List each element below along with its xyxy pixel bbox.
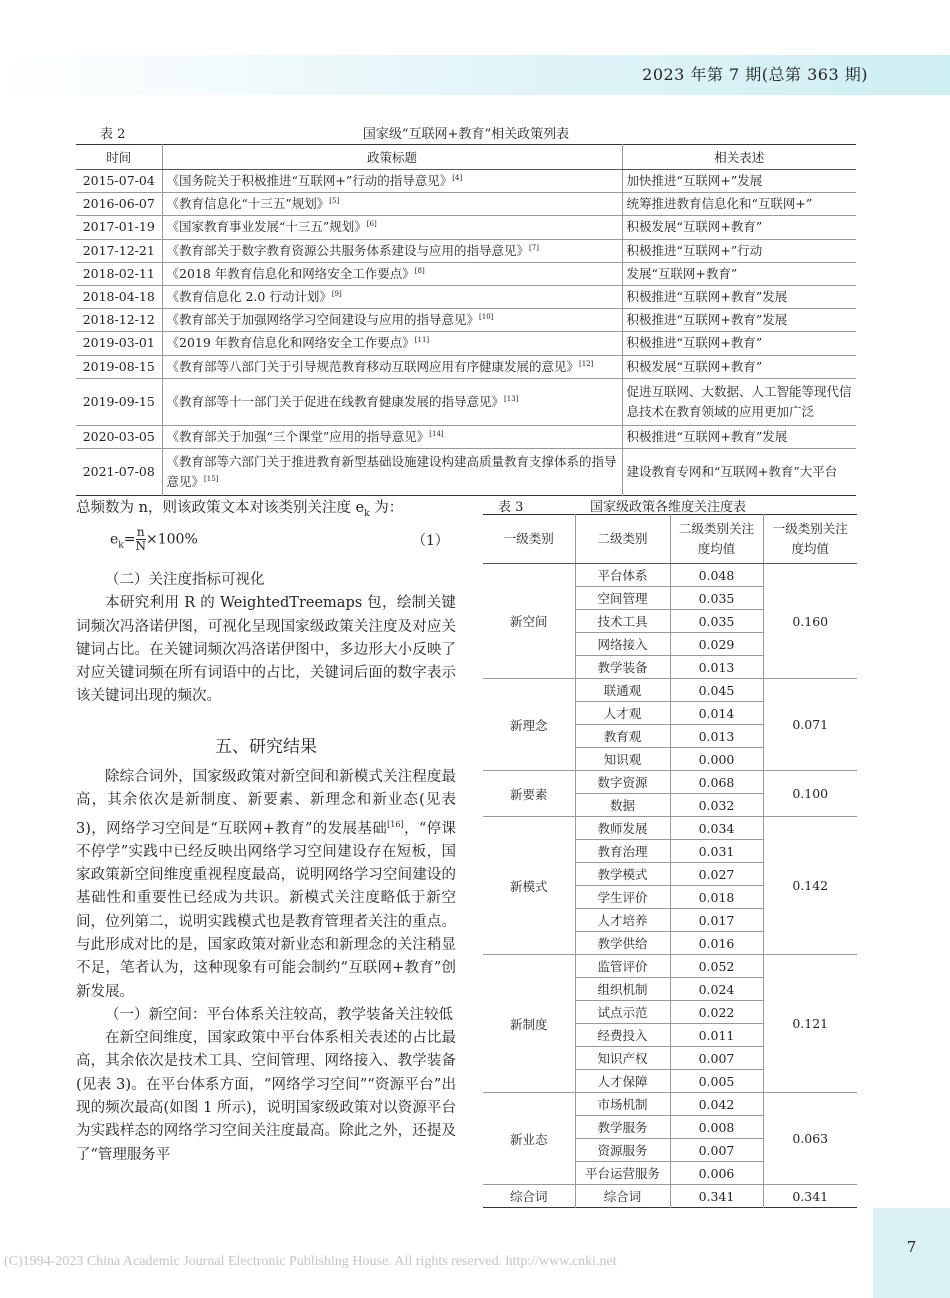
table2-policy-ref: [4] xyxy=(452,173,463,182)
table2-policy-title: 《国务院关于积极推进“互联网+”行动的指导意见》 xyxy=(166,173,453,189)
table2-policy xyxy=(162,448,622,495)
table2-desc: 积极发展“互联网+教育” xyxy=(622,355,856,378)
table3-level2: 知识产权 xyxy=(575,1047,670,1070)
table3-row xyxy=(483,1185,857,1208)
table3-level1: 新理念 xyxy=(483,679,575,771)
table2-date: 2017-01-19 xyxy=(76,216,162,239)
table3-level1-mean: 0.142 xyxy=(763,817,857,955)
table2-policy-title: 《教育信息化 2.0 行动计划》 xyxy=(166,289,332,305)
table3-level2-mean: 0.042 xyxy=(670,1093,763,1116)
table3 xyxy=(483,514,857,1208)
page-number-box xyxy=(873,1208,950,1298)
table2-desc: 促进互联网、大数据、人工智能等现代信息技术在教育领域的应用更加广泛 xyxy=(622,378,856,425)
table2-policy-title: 《国家教育事业发展“十三五”规划》 xyxy=(166,219,367,235)
table2-desc: 加快推进“互联网+”发展 xyxy=(622,170,856,193)
copyright-watermark: (C)1994-2023 China Academic Journal Electronic Publishing House. All rights reserved. http://www.cnki.net xyxy=(4,1254,617,1269)
table3-level2: 教学装备 xyxy=(575,656,670,679)
table2-policy-ref: [6] xyxy=(366,220,377,229)
table3-level1: 新空间 xyxy=(483,564,575,679)
table3-level2: 教学供给 xyxy=(575,932,670,955)
table3-level2-mean: 0.035 xyxy=(670,610,763,633)
table2-policy xyxy=(162,378,622,425)
table3-level2: 人才观 xyxy=(575,702,670,725)
table2-policy-ref: [13] xyxy=(504,394,519,403)
table3-level2: 教育治理 xyxy=(575,840,670,863)
table2-policy-ref: [14] xyxy=(429,429,444,438)
intro-paragraph xyxy=(76,497,456,526)
results-paragraph xyxy=(76,766,456,1004)
table3-level2: 资源服务 xyxy=(575,1139,670,1162)
table3-level2-mean: 0.341 xyxy=(670,1185,763,1208)
table2-desc: 统筹推进教育信息化和“互联网+” xyxy=(622,193,856,216)
table2-row xyxy=(76,378,856,425)
table2-date: 2019-09-15 xyxy=(76,378,162,425)
table2 xyxy=(76,144,856,496)
results-ref: [16] xyxy=(387,819,404,829)
table3-level1-mean: 0.121 xyxy=(763,955,857,1093)
table2-row xyxy=(76,285,856,308)
table2-policy-ref: [15] xyxy=(204,474,219,483)
table2-policy-title: 《教育部等十一部门关于促进在线教育健康发展的指导意见》 xyxy=(166,393,505,409)
table3-level2: 试点示范 xyxy=(575,1001,670,1024)
table3-level2: 教育观 xyxy=(575,725,670,748)
table3-level2-mean: 0.035 xyxy=(670,587,763,610)
table2-policy-ref: [5] xyxy=(329,197,340,206)
table3-level2-mean: 0.007 xyxy=(670,1047,763,1070)
table3-level2: 教学服务 xyxy=(575,1116,670,1139)
issue-label: 2023 年第 7 期(总第 363 期) xyxy=(642,65,868,84)
table3-level2: 知识观 xyxy=(575,748,670,771)
table3-level2-mean: 0.048 xyxy=(670,564,763,587)
table3-row xyxy=(483,817,857,840)
table3-level2: 教学模式 xyxy=(575,863,670,886)
table3-row xyxy=(483,564,857,587)
results-text-2: ，“停课不停学”实践中已经反映出网络学习空间建设存在短板，国家政策新空间维度重视程度最高，说明网络学习空间建设的基础性和重要性已经成为共识。新模式关注度略低于新空间，位列第二，说明实践模式也是教育管理者关注的重点。与此形成对比的是，国家政策对新业态和新理念的关注稍显不足，笔者认为，这种现象有可能会制约“互联网+教育”创新发展。 xyxy=(76,820,456,1000)
table3-level2: 监管评价 xyxy=(575,955,670,978)
table3-header-l1: 一级类别 xyxy=(483,515,575,564)
table3-level2-mean: 0.016 xyxy=(670,932,763,955)
table3-level1-mean: 0.160 xyxy=(763,564,857,679)
viz-heading: （二）关注度指标可视化 xyxy=(105,572,265,588)
table3-level2-mean: 0.052 xyxy=(670,955,763,978)
table2-policy xyxy=(162,309,622,332)
table2-policy-title: 《2019 年教育信息化和网络安全工作要点》 xyxy=(166,335,415,351)
table3-level1: 新制度 xyxy=(483,955,575,1093)
table3-level2: 平台运营服务 xyxy=(575,1162,670,1185)
table3-level2: 联通观 xyxy=(575,679,670,702)
table2-policy-ref: [12] xyxy=(579,359,594,368)
table3-level2-mean: 0.000 xyxy=(670,748,763,771)
space-paragraph: 在新空间维度，国家政策中平台体系相关表述的占比最高，其余依次是技术工具、空间管理、网络接入、教学装备(见表 3)。在平台体系方面，“网络学习空间”“资源平台”出现的频次最高(如图 1 所示)，说明国家级政策对以资源平台为实践样态的网络学习空间关注度最高。除此之外，还提及了“管理服务平 xyxy=(76,1030,456,1163)
table2-date: 2017-12-21 xyxy=(76,239,162,262)
table3-level1-mean: 0.100 xyxy=(763,771,857,817)
table2-row xyxy=(76,448,856,495)
table3-level2-mean: 0.013 xyxy=(670,725,763,748)
table2-label: 表 2 xyxy=(100,127,126,142)
table3-level2-mean: 0.017 xyxy=(670,909,763,932)
table2-policy xyxy=(162,285,622,308)
table2-policy-title: 《教育部关于数字教育资源公共服务体系建设与应用的指导意见》 xyxy=(166,242,530,258)
page-number: 7 xyxy=(906,1238,917,1256)
table2-policy xyxy=(162,170,622,193)
table2-date: 2019-03-01 xyxy=(76,332,162,355)
table3-header-l2: 二级类别 xyxy=(575,515,670,564)
table2-date: 2020-03-05 xyxy=(76,425,162,448)
table3-level2-mean: 0.029 xyxy=(670,633,763,656)
table2-policy-ref: [7] xyxy=(529,243,539,252)
table2-caption xyxy=(76,121,856,143)
intro-end: 为： xyxy=(369,500,404,516)
table2-date: 2018-12-12 xyxy=(76,309,162,332)
table3-row xyxy=(483,771,857,794)
table2-date: 2019-08-15 xyxy=(76,355,162,378)
table3-level2: 数字资源 xyxy=(575,771,670,794)
formula-rest: ×100% xyxy=(146,531,198,548)
table2-policy xyxy=(162,262,622,285)
table2-policy-title: 《教育部关于加强网络学习空间建设与应用的指导意见》 xyxy=(166,312,480,328)
table3-level2: 学生评价 xyxy=(575,886,670,909)
table3-level2-mean: 0.014 xyxy=(670,702,763,725)
table3-level1-mean: 0.341 xyxy=(763,1185,857,1208)
formula-lhs: e xyxy=(110,531,119,548)
table2-policy-ref: [9] xyxy=(331,289,342,298)
intro-text: 总频数为 n，则该政策文本对该类别关注度 e xyxy=(76,500,365,516)
intro-sub: k xyxy=(364,508,370,519)
table2-row xyxy=(76,332,856,355)
table3-level1: 新模式 xyxy=(483,817,575,955)
table3-row xyxy=(483,679,857,702)
table3-level2-mean: 0.011 xyxy=(670,1024,763,1047)
table2-header-desc: 相关表述 xyxy=(622,145,856,170)
table2-policy xyxy=(162,216,622,239)
table3-level2-mean: 0.031 xyxy=(670,840,763,863)
formula-1 xyxy=(110,526,198,553)
table3-level2-mean: 0.034 xyxy=(670,817,763,840)
table2-policy-title: 《教育部等八部门关于引导规范教育移动互联网应用有序健康发展的意见》 xyxy=(166,358,580,374)
table2-desc: 积极推进“互联网+”行动 xyxy=(622,239,856,262)
table3-level2: 人才培养 xyxy=(575,909,670,932)
formula-numerator: n xyxy=(136,525,145,539)
table3-level2-mean: 0.024 xyxy=(670,978,763,1001)
formula-number: （1） xyxy=(412,533,449,549)
table2-policy-title: 《教育部关于加强“三个课堂”应用的指导意见》 xyxy=(166,428,430,444)
table3-level2-mean: 0.005 xyxy=(670,1070,763,1093)
table2-desc: 积极推进“互联网+教育”发展 xyxy=(622,309,856,332)
table2-desc: 积极推进“互联网+教育”发展 xyxy=(622,285,856,308)
formula-lhs-sub: k xyxy=(118,540,124,551)
table3-level2: 组织机制 xyxy=(575,978,670,1001)
section-heading: 五、研究结果 xyxy=(215,737,317,757)
table3-level2-mean: 0.006 xyxy=(670,1162,763,1185)
table3-level2-mean: 0.007 xyxy=(670,1139,763,1162)
table2-row xyxy=(76,355,856,378)
table2-date: 2015-07-04 xyxy=(76,170,162,193)
table2-desc: 积极发展“互联网+教育” xyxy=(622,216,856,239)
table3-level2: 经费投入 xyxy=(575,1024,670,1047)
viz-section xyxy=(76,569,456,709)
table2-policy xyxy=(162,425,622,448)
table3-level2-mean: 0.008 xyxy=(670,1116,763,1139)
table2-row xyxy=(76,309,856,332)
table2-policy xyxy=(162,355,622,378)
table3-header-l1mean: 一级类别关注度均值 xyxy=(763,515,857,564)
table2-title: 国家级“互联网+教育”相关政策列表 xyxy=(362,127,570,142)
table3-level2-mean: 0.032 xyxy=(670,794,763,817)
table3-level2-mean: 0.045 xyxy=(670,679,763,702)
table2-policy-title: 《2018 年教育信息化和网络安全工作要点》 xyxy=(166,265,415,281)
table3-level1: 新要素 xyxy=(483,771,575,817)
table2-row xyxy=(76,170,856,193)
table2-row xyxy=(76,216,856,239)
table3-row xyxy=(483,955,857,978)
table2-policy-ref: [10] xyxy=(479,313,494,322)
table2-policy xyxy=(162,332,622,355)
table2-policy-title: 《教育部等六部门关于推进教育新型基础设施建设构建高质量教育支撑体系的指导意见》 xyxy=(166,453,617,489)
table2-policy xyxy=(162,193,622,216)
table3-level1-mean: 0.071 xyxy=(763,679,857,771)
table3-level2-mean: 0.022 xyxy=(670,1001,763,1024)
table2-policy-title: 《教育信息化“十三五”规划》 xyxy=(166,196,330,212)
table2-row xyxy=(76,193,856,216)
table3-level2: 教师发展 xyxy=(575,817,670,840)
table2-header-title: 政策标题 xyxy=(162,145,622,170)
table2-policy xyxy=(162,239,622,262)
table3-level2: 网络接入 xyxy=(575,633,670,656)
table2-desc: 建设教育专网和“互联网+教育”大平台 xyxy=(622,448,856,495)
table2-date: 2018-02-11 xyxy=(76,262,162,285)
table3-level2-mean: 0.018 xyxy=(670,886,763,909)
results-section xyxy=(76,766,456,1167)
formula-denominator: N xyxy=(135,539,146,553)
table2-policy-ref: [8] xyxy=(414,266,425,275)
table2-policy-ref: [11] xyxy=(414,336,430,345)
space-heading: （一）新空间：平台体系关注较高，教学装备关注较低 xyxy=(105,1006,453,1023)
table2-row xyxy=(76,239,856,262)
table3-level2: 综合词 xyxy=(575,1185,670,1208)
table3-level2-mean: 0.013 xyxy=(670,656,763,679)
table3-title: 国家级政策各维度关注度表 xyxy=(590,500,747,515)
table3-level1: 新业态 xyxy=(483,1093,575,1185)
table3-level2: 空间管理 xyxy=(575,587,670,610)
table2-row xyxy=(76,262,856,285)
table3-level1: 综合词 xyxy=(483,1185,575,1208)
table2-desc: 积极推进“互联网+教育” xyxy=(622,332,856,355)
table2-date: 2021-07-08 xyxy=(76,448,162,495)
table2-desc: 积极推进“互联网+教育”发展 xyxy=(622,425,856,448)
table3-level2: 技术工具 xyxy=(575,610,670,633)
table2-date: 2016-06-07 xyxy=(76,193,162,216)
table3-label: 表 3 xyxy=(498,500,524,515)
table3-level2-mean: 0.068 xyxy=(670,771,763,794)
viz-paragraph: 本研究利用 R 的 WeightedTreemaps 包，绘制关键词频次冯洛诺伊图，可视化呈现国家级政策关注度及对应关键词占比。在关键词频次冯洛诺伊图中，多边形大小反映了对应关键词频在所有词语中的占比，关键词后面的数字表示该关键词出现的频次。 xyxy=(76,595,456,705)
table3-level2: 平台体系 xyxy=(575,564,670,587)
table2-header-date: 时间 xyxy=(76,145,162,170)
results-text-1: 除综合词外，国家级政策对新空间和新模式关注程度最高，其余依次是新制度、新要素、新理念和新业态(见表 3)，网络学习空间是“互联网+教育”的发展基础 xyxy=(76,769,456,837)
table2-date: 2018-04-18 xyxy=(76,285,162,308)
table3-level2: 数据 xyxy=(575,794,670,817)
table3-level2: 人才保障 xyxy=(575,1070,670,1093)
table3-level2: 市场机制 xyxy=(575,1093,670,1116)
table3-header-l2mean: 二级类别关注度均值 xyxy=(670,515,763,564)
table2-row xyxy=(76,425,856,448)
table2-desc: 发展“互联网+教育” xyxy=(622,262,856,285)
table3-level1-mean: 0.063 xyxy=(763,1093,857,1185)
formula-eq: = xyxy=(123,531,136,548)
table3-level2-mean: 0.027 xyxy=(670,863,763,886)
table3-row xyxy=(483,1093,857,1116)
formula-fraction xyxy=(136,526,147,553)
